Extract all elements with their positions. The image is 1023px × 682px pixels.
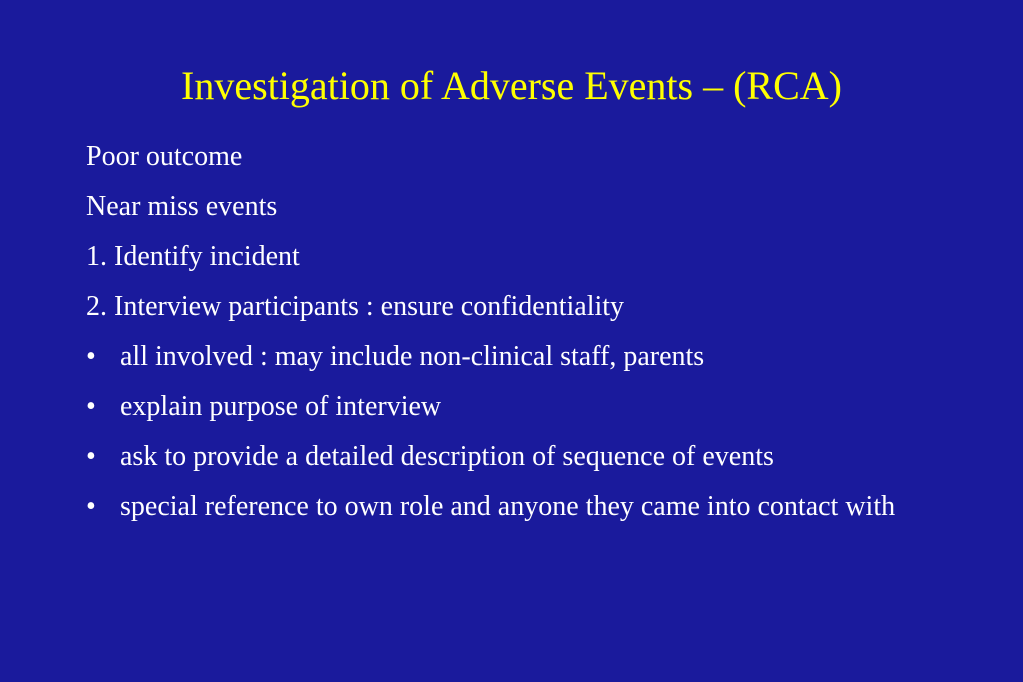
bullet-text: special reference to own role and anyone they came into contact with	[120, 491, 896, 522]
text-line-poor-outcome: Poor outcome	[86, 141, 243, 172]
text-line-near-miss: Near miss events	[86, 191, 278, 222]
bullet-text: ask to provide a detailed description of sequence of events	[120, 441, 774, 472]
slide-body	[86, 137, 946, 537]
bullet-icon: •	[86, 341, 96, 372]
slide-title: Investigation of Adverse Events – (RCA)	[181, 63, 842, 108]
bullet-item-detailed-description	[86, 437, 946, 477]
bullet-item-explain-purpose	[86, 387, 946, 427]
text-line-interview-participants: 2. Interview participants : ensure confidentiality	[86, 291, 625, 322]
bullet-icon: •	[86, 491, 96, 522]
bullet-text: explain purpose of interview	[120, 391, 442, 422]
text-line-identify-incident: 1. Identify incident	[86, 241, 300, 272]
bullet-icon: •	[86, 391, 96, 422]
bullet-icon: •	[86, 441, 96, 472]
bullet-item-special-reference	[86, 487, 946, 527]
bullet-item-all-involved	[86, 337, 946, 377]
bullet-text: all involved : may include non-clinical staff, parents	[120, 341, 705, 372]
